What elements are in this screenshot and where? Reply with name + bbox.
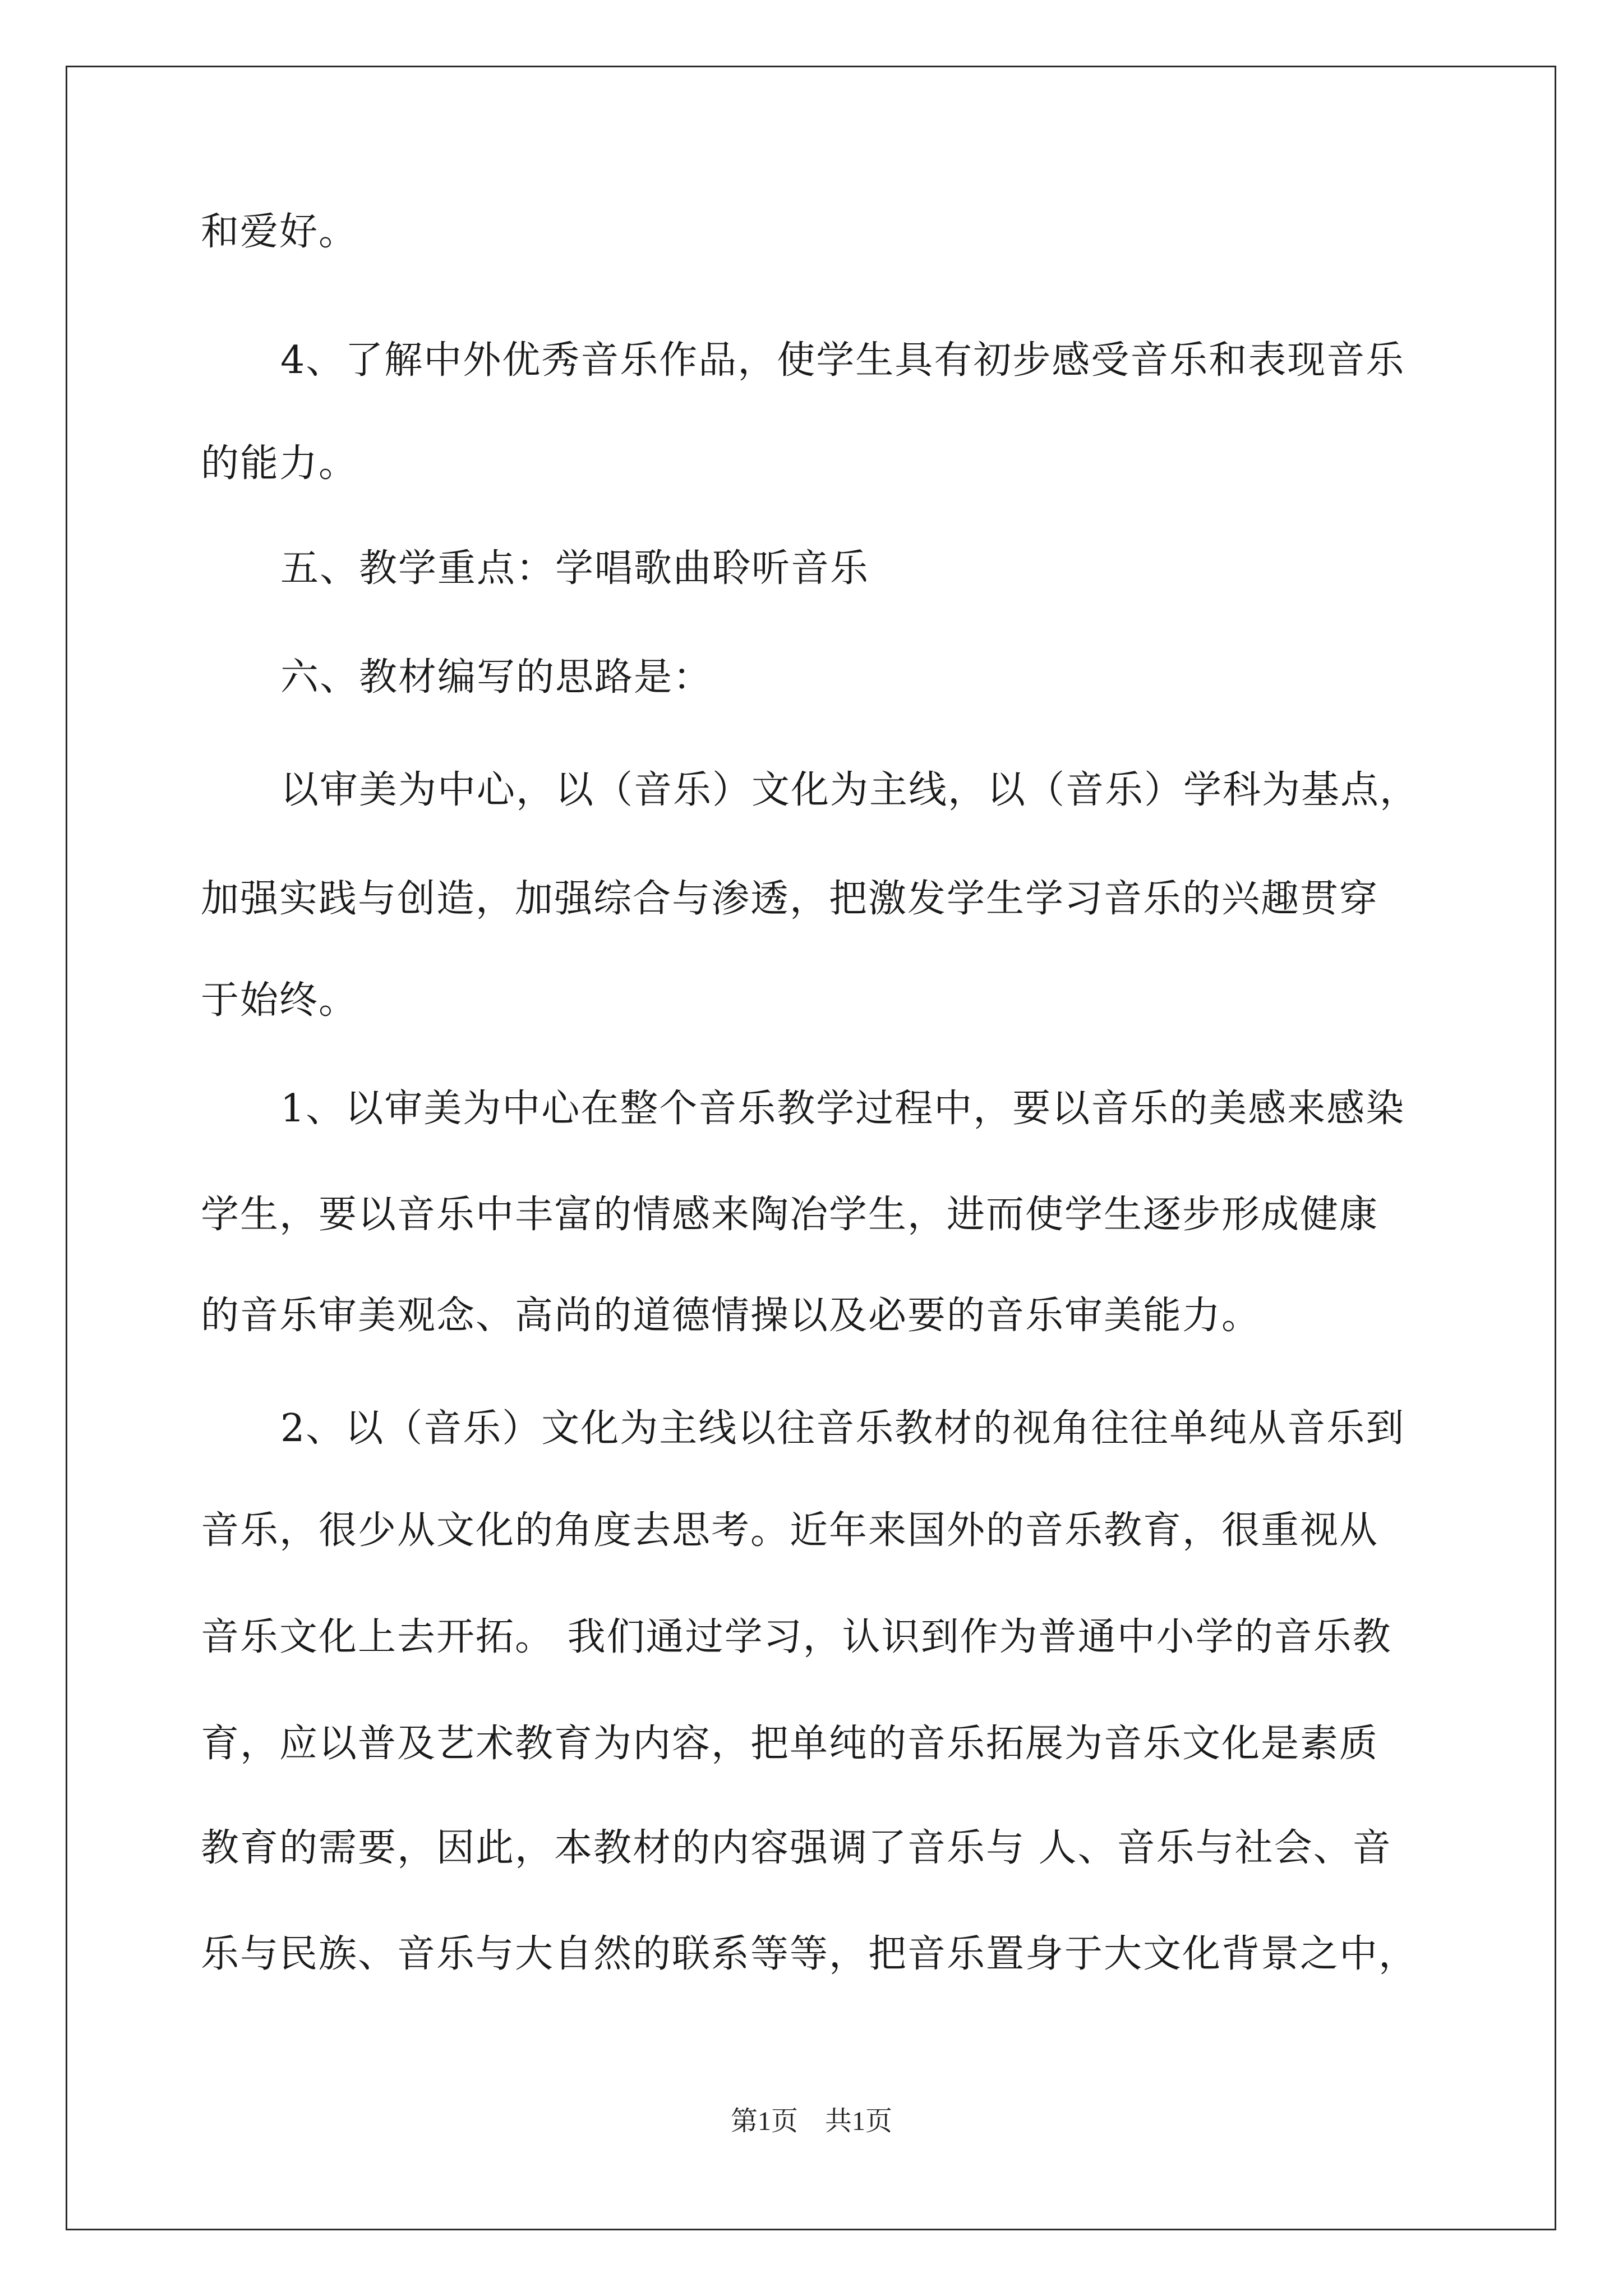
text-line: 和爱好。: [201, 210, 358, 254]
text-line: 于始终。: [201, 978, 358, 1023]
text-line: 育，应以普及艺术教育为内容，把单纯的音乐拓展为音乐文化是素质: [201, 1722, 1379, 1766]
text-line: 以审美为中心，以（音乐）文化为主线，以（音乐）学科为基点，: [280, 768, 1419, 812]
text-line: 的音乐审美观念、高尚的道德情操以及必要的音乐审美能力。: [201, 1294, 1261, 1338]
page-footer: 第1页 共1页: [730, 2106, 892, 2136]
page-border: [66, 66, 1556, 2230]
text-line: 乐与民族、音乐与大自然的联系等等，把音乐置身于大文化背景之中，: [201, 1932, 1418, 1976]
text-line: 2、以（音乐）文化为主线以往音乐教材的视角往往单纯从音乐到: [280, 1406, 1405, 1451]
text-line: 的能力。: [201, 441, 358, 486]
text-line: 音乐文化上去开拓。 我们通过学习，认识到作为普通中小学的音乐教: [201, 1615, 1392, 1659]
section-heading: 六、教材编写的思路是：: [280, 655, 713, 700]
text-line: 4、了解中外优秀音乐作品，使学生具有初步感受音乐和表现音乐: [280, 338, 1405, 383]
text-line: 加强实践与创造，加强综合与渗透，把激发学生学习音乐的兴趣贯穿: [201, 877, 1379, 921]
text-line: 学生，要以音乐中丰富的情感来陶冶学生，进而使学生逐步形成健康: [201, 1193, 1379, 1237]
text-line: 教育的需要，因此，本教材的内容强调了音乐与 人、音乐与社会、音: [201, 1826, 1392, 1870]
text-line: 音乐，很少从文化的角度去思考。近年来国外的音乐教育，很重视从: [201, 1508, 1379, 1553]
section-heading: 五、教学重点：学唱歌曲聆听音乐: [280, 546, 870, 591]
text-line: 1、以审美为中心在整个音乐教学过程中，要以音乐的美感来感染: [280, 1087, 1405, 1131]
